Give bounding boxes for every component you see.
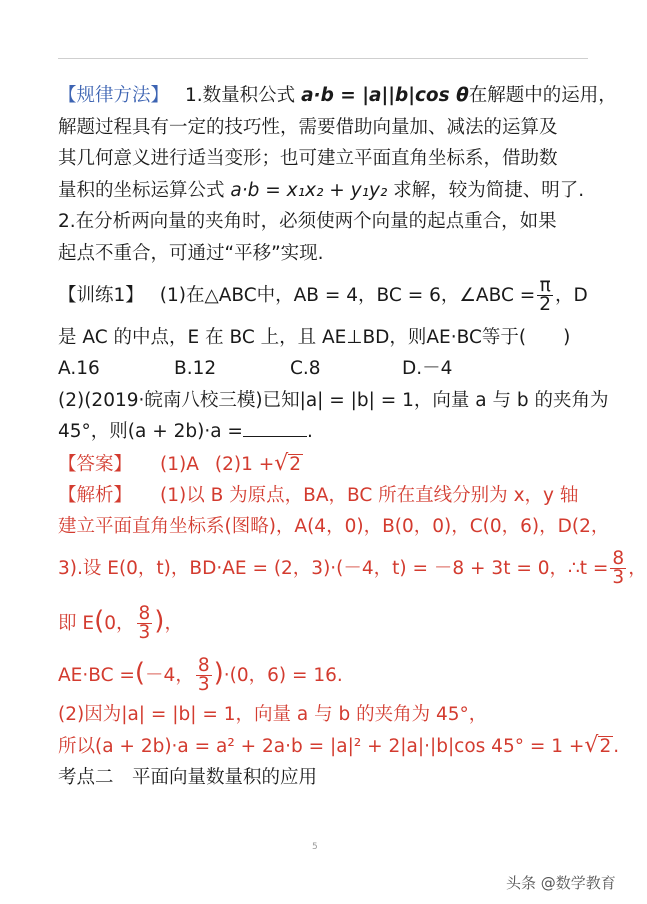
answer-blank <box>243 418 307 437</box>
solution-text-3b: ， <box>628 557 647 579</box>
option-c: C.8 <box>290 358 321 380</box>
watermark: 头条 @数学教育 <box>506 874 616 892</box>
answer-line: 【答案】 (1)A (2)1 +√2 <box>58 450 302 476</box>
exercise-options <box>58 353 598 385</box>
document-body <box>58 80 647 794</box>
top-divider <box>58 58 588 59</box>
method-line-5: 2.在分析两向量的夹角时，必须使两个向量的起点重合，如果 <box>58 211 557 233</box>
solution-line-3 <box>58 543 647 595</box>
solution-line-5: AE·BC =(－4， $\frac{8}{3}$ )·(0，6) = 16. <box>58 655 343 696</box>
eight-thirds-fraction: $\frac{8}{3}$ <box>612 548 625 589</box>
solution-sqrt: 2 <box>599 736 612 758</box>
solution-text-5c: ·(0，6) = 16. <box>223 664 343 686</box>
method-p1-line4-b: 求解，较为简捷、明了. <box>393 179 585 201</box>
solution-text-4c: ， <box>164 612 183 634</box>
solution-text-1: (1)以 B 为原点，BA，BC 所在直线分别为 x，y 轴 <box>160 484 579 506</box>
solution-text-7a: 所以(a + 2b)·a = a² + 2a·b = |a|² + 2|a|·|b|cos 45° = 1 + <box>58 736 585 758</box>
solution-text-4b: 0， <box>104 612 135 634</box>
exercise-q1-text-a: (1)在△ABC中，AB = 4，BC = 6，∠ABC = <box>159 284 536 306</box>
solution-label: 【解析】 <box>58 484 133 506</box>
answer-2-prefix: (2)1 + <box>214 453 275 475</box>
method-p1-text-b: 在解题中的运用， <box>468 85 617 106</box>
dot-product-formula: a·b = |a||b|cos θ <box>301 85 469 106</box>
eight-thirds-fraction-3: $\frac{8}{3}$ <box>197 655 210 696</box>
exercise-label: 【训练1】 <box>58 284 144 306</box>
solution-text-7b: . <box>613 736 620 758</box>
exercise-line-5: 45°，则(a + 2b)·a = . <box>58 416 598 448</box>
page-number: 5 <box>312 842 318 852</box>
option-a: A.16 <box>58 358 100 380</box>
method-p1-line4-a: 量积的坐标运算公式 <box>58 179 225 201</box>
pi-over-2-fraction: $\frac{\pi}{2}$ <box>539 275 552 316</box>
solution-line-2: 建立平面直角坐标系(图略)，A(4，0)，B(0，0)，C(0，6)，D(2， <box>58 516 610 538</box>
solution-line-4: 即 E(0， $\frac{8}{3}$ )， <box>58 603 183 644</box>
coordinate-formula: a·b = x₁x₂ + y₁y₂ <box>230 179 388 201</box>
answer-2-sqrt: 2 <box>289 453 302 475</box>
method-p1-text-a: 1.数量积公式 <box>185 85 296 106</box>
solution-text-5a: AE·BC = <box>58 664 135 686</box>
method-line-2: 解题过程具有一定的技巧性，需要借助向量加、减法的运算及 <box>58 116 558 138</box>
exercise-line-1 <box>58 270 598 322</box>
exercise-line-2: 是 AC 的中点，E 在 BC 上，且 AE⊥BD，则AE·BC等于( ) <box>58 326 571 348</box>
solution-text-4a: 即 E <box>58 612 95 634</box>
answer-label: 【答案】 <box>58 453 133 475</box>
eight-thirds-fraction-2: $\frac{8}{3}$ <box>138 603 151 644</box>
exercise-line-4: (2)(2019·皖南八校三模)已知|a| = |b| = 1，向量 a 与 b 的夹角为 <box>58 389 609 411</box>
solution-line-7: 所以(a + 2b)·a = a² + 2a·b = |a|² + 2|a|·|b|cos 45° = 1 +√2 . <box>58 733 620 759</box>
exercise-q1-text-b: ，D <box>555 284 588 306</box>
option-d: D.－4 <box>402 358 453 380</box>
method-line-1 <box>58 80 617 112</box>
answer-1: (1)A <box>160 453 199 475</box>
section-heading: 考点二 平面向量数量积的应用 <box>58 766 318 788</box>
method-line-3: 其几何意义进行适当变形；也可建立平面直角坐标系，借助数 <box>58 148 558 170</box>
method-line-4 <box>58 175 598 207</box>
method-label: 【规律方法】 <box>58 85 170 106</box>
solution-line-6: (2)因为|a| = |b| = 1，向量 a 与 b 的夹角为 45°， <box>58 703 488 725</box>
method-line-6: 起点不重合，可通过“平移”实现. <box>58 242 324 264</box>
solution-line-1 <box>58 480 598 512</box>
option-b: B.12 <box>174 358 217 380</box>
exercise-q2-text: 45°，则(a + 2b)·a = <box>58 421 243 443</box>
solution-text-5b: －4， <box>145 664 194 686</box>
solution-text-3a: 3).设 E(0，t)，BD·AE = (2，3)·(－4，t) = －8 + 3t = 0，∴t = <box>58 557 609 579</box>
